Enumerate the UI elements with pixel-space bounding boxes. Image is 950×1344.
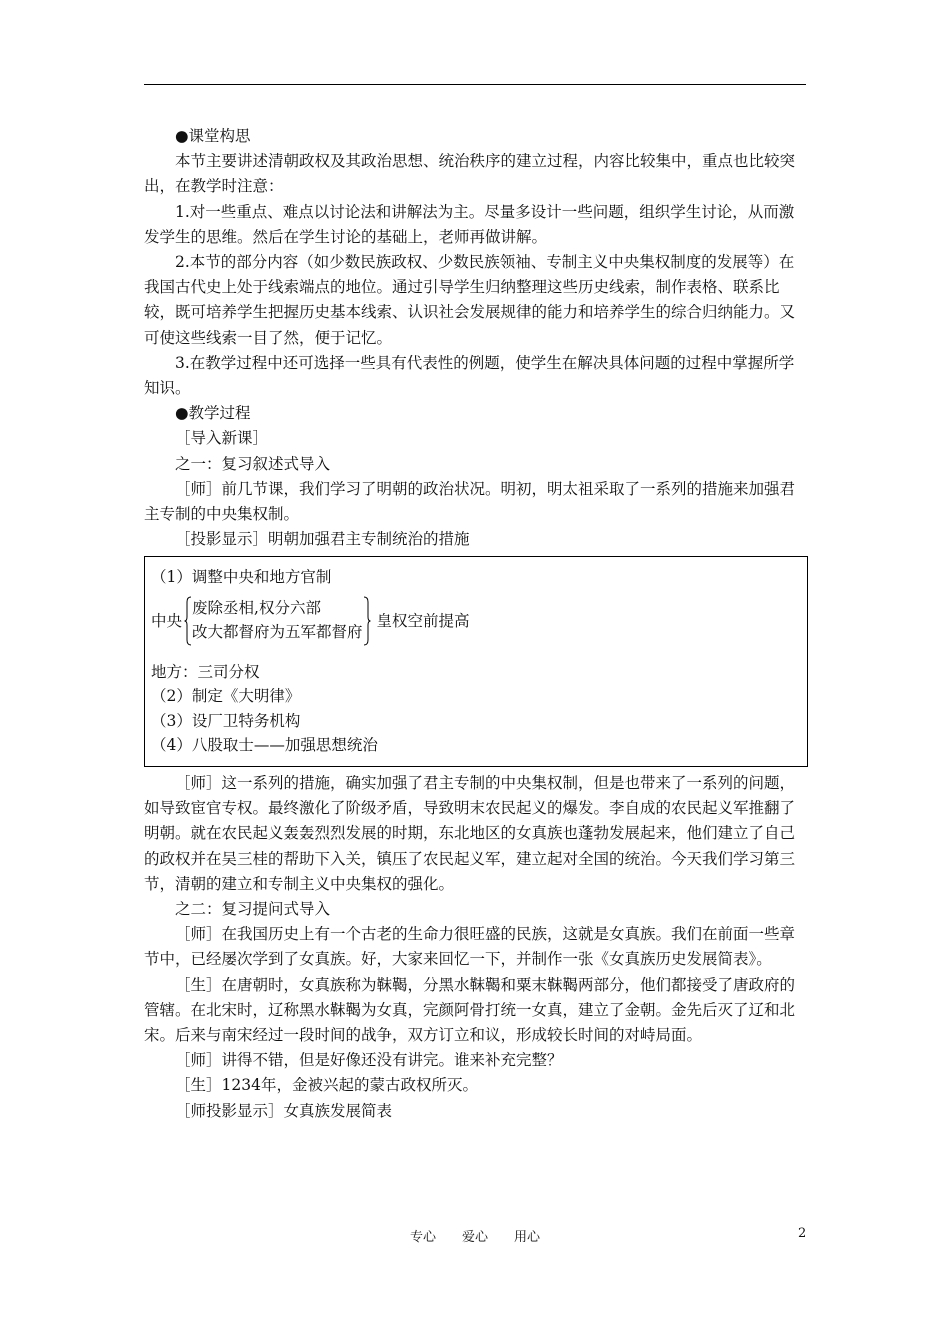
central-item-a: 废除丞相,权分六部: [192, 598, 321, 617]
local-item: 地方：三司分权: [151, 662, 260, 681]
central-brace-group: [151, 596, 807, 646]
teacher-paragraph-2: ［师］这一系列的措施，确实加强了君主专制的中央集权制，但是也带来了一系列的问题，如导致宦官专权。最终激化了阶级矛盾，导致明末农民起义的爆发。李自成的农民起义军推翻了明朝。就在农民起义轰轰烈烈发展的时期，东北地区的女真族也蓬勃发展起来，他们建立了自己的政权并在吴三桂的帮助下入关，镇压了农民起义军，建立起对全国的统治。今天我们学习第三节，清朝的建立和专制主义中央集权的强化。: [144, 773, 796, 893]
method-1-title: 之一：复习叙述式导入: [175, 454, 331, 473]
student-paragraph-2: ［生］1234年，金被兴起的蒙古政权所灭。: [175, 1076, 478, 1095]
right-brace: [363, 596, 371, 646]
central-label: 中央: [151, 611, 183, 630]
projection-caption-1: ［投影显示］明朝加强君主专制统治的措施: [175, 530, 470, 549]
measure-item-4: （4）八股取士——加强思想统治: [151, 736, 378, 755]
teacher-paragraph-1: ［师］前几节课，我们学习了明朝的政治状况。明初，明太祖采取了一系列的措施来加强君主专制的中央集权制。: [144, 479, 796, 524]
projection-caption-2: ［师投影显示］女真族发展简表: [175, 1101, 393, 1120]
measure-item-2: （2）制定《大明律》: [151, 687, 301, 706]
left-brace: [184, 596, 192, 646]
central-item-b: 改大都督府为五军都督府: [192, 623, 363, 642]
teacher-paragraph-3: ［师］在我国历史上有一个古老的生命力很旺盛的民族，这就是女真族。我们在前面一些章节中，已经屡次学到了女真族。好，大家来回忆一下，并制作一张《女真族历史发展简表》。: [144, 925, 796, 969]
page-number: 2: [798, 1226, 807, 1241]
design-point-3: 3.在教学过程中还可选择一些具有代表性的例题，使学生在解决具体问题的过程中掌握所学知识。: [144, 353, 795, 398]
teacher-paragraph-4: ［师］讲得不错，但是好像还没有讲完。谁来补充完整？: [175, 1051, 563, 1070]
page-body: [144, 124, 806, 1124]
central-result: 皇权空前提高: [376, 611, 470, 630]
measure-item-3: （3）设厂卫特务机构: [151, 711, 301, 730]
design-intro: 本节主要讲述清朝政权及其政治思想、统治秩序的建立过程，内容比较集中，重点也比较突出，在教学时注意：: [144, 152, 796, 196]
process-heading: ●教学过程: [175, 404, 251, 423]
measure-item-1: （1）调整中央和地方官制: [151, 568, 332, 587]
design-point-1: 1.对一些重点、难点以讨论法和讲解法为主。尽量多设计一些问题，组织学生讨论，从而激发学生的思维。然后在学生讨论的基础上，老师再做讲解。: [144, 202, 795, 246]
footer-motto: 专心 爱心 用心: [409, 1230, 540, 1245]
student-paragraph-1: ［生］在唐朝时，女真族称为靺鞨，分黑水靺鞨和粟末靺鞨两部分，他们都接受了唐政府的管辖。在北宋时，辽称黑水靺鞨为女真，完颜阿骨打统一女真，建立了金朝。金先后灭了辽和北宋。后来与南宋经过一段时间的战争，双方订立和议，形成较长时间的对峙局面。: [144, 975, 796, 1044]
design-point-2: 2.本节的部分内容（如少数民族政权、少数民族领袖、专制主义中央集权制度的发展等）在我国古代史上处于线索端点的地位。通过引导学生归纳整理这些历史线索，制作表格、联系比较，既可培养学生把握历史基本线索、认识社会发展规律的能力和培养学生的综合归纳能力。又可使这些线索一目了然，便于记忆。: [144, 253, 796, 347]
header-rule: [144, 84, 806, 85]
central-items: [192, 596, 363, 646]
intro-label: ［导入新课］: [175, 429, 269, 448]
design-heading: ●课堂构思: [175, 127, 251, 145]
method-2-title: 之二：复习提问式导入: [175, 899, 331, 918]
measures-box: [144, 556, 808, 767]
